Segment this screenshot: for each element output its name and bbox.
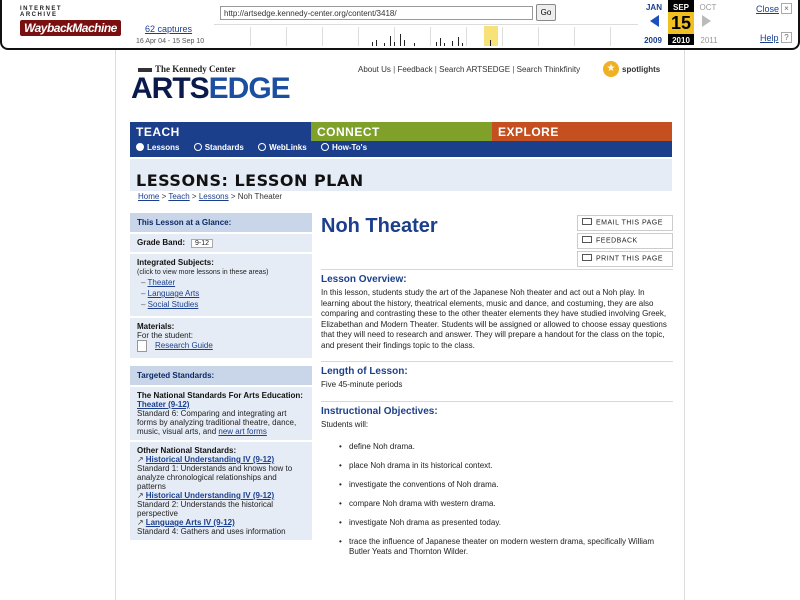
nsae-more-link[interactable]: new art forms xyxy=(218,427,267,436)
capture-date-range: 16 Apr 04 - 15 Sep 10 xyxy=(136,38,205,45)
wayback-logo[interactable] xyxy=(20,6,117,38)
spotlights-link[interactable] xyxy=(603,61,660,79)
breadcrumb-home[interactable]: Home xyxy=(138,192,160,201)
subnav-howtos[interactable] xyxy=(321,143,367,152)
main-content xyxy=(321,213,673,566)
nsae-box xyxy=(130,385,312,440)
page-container xyxy=(115,50,685,600)
top-links: About Us | Feedback | Search ARTSEDGE | Search Thinkfinity xyxy=(358,65,581,74)
sub-nav xyxy=(130,141,672,157)
radio-dot-icon xyxy=(321,143,329,151)
artsedge-logo[interactable] xyxy=(131,72,290,106)
breadcrumb: Home > Teach > Lessons > Noh Theater xyxy=(138,192,283,201)
day-current: 15 xyxy=(668,12,694,34)
feedback-button[interactable] xyxy=(577,233,673,249)
external-link-icon: ↗ xyxy=(137,518,144,527)
external-link-icon: ↗ xyxy=(137,491,144,500)
other-standard-link[interactable]: Historical Understanding IV (9-12) xyxy=(145,455,275,464)
materials-heading: Materials: xyxy=(137,322,175,331)
objectives-list xyxy=(321,442,673,557)
subject-theater-link[interactable]: Theater xyxy=(147,278,176,287)
year-current: 2010 xyxy=(672,36,690,45)
page-actions xyxy=(577,215,673,269)
wayback-machine-label: WaybackMachine xyxy=(20,20,121,36)
feedback-link[interactable]: Feedback xyxy=(397,65,433,74)
capture-sparkline[interactable] xyxy=(214,24,638,46)
research-guide-link[interactable]: Research Guide xyxy=(155,341,213,351)
other-standard-link[interactable]: Language Arts IV (9-12) xyxy=(145,518,235,527)
other-standard-text: Standard 4: Gathers and uses information xyxy=(137,527,286,536)
nsae-theater-link[interactable]: Theater (9-12) xyxy=(137,400,190,409)
tab-teach[interactable]: TEACH xyxy=(130,122,311,141)
logo-arts: ARTS xyxy=(131,72,209,105)
radio-dot-icon xyxy=(194,143,202,151)
section-title: LESSONS: LESSON PLAN xyxy=(136,171,364,190)
month-next: OCT xyxy=(699,3,717,12)
close-link[interactable]: Close xyxy=(756,4,780,14)
subnav-lessons[interactable] xyxy=(136,143,179,152)
subnav-standards[interactable] xyxy=(194,143,244,152)
close-icon[interactable]: × xyxy=(781,3,792,14)
length-heading: Length of Lesson: xyxy=(321,361,673,377)
feedback-label: FEEDBACK xyxy=(596,237,638,245)
spotlight-star-icon: ★ xyxy=(603,61,619,77)
subnav-lessons-label: Lessons xyxy=(147,143,180,152)
other-standard-text: Standard 2: Understands the historical perspective xyxy=(137,500,274,518)
document-icon xyxy=(137,340,147,352)
list-item: • compare Noh drama with western drama. xyxy=(339,499,673,509)
list-item xyxy=(141,300,305,309)
list-item: • investigate the conventions of Noh drama. xyxy=(339,480,673,490)
go-button[interactable]: Go xyxy=(536,4,556,21)
other-standards-heading: Other National Standards: xyxy=(137,446,237,455)
logo-edge: EDGE xyxy=(208,72,290,105)
other-standard-link[interactable]: Historical Understanding IV (9-12) xyxy=(145,491,275,500)
radio-dot-icon xyxy=(136,143,144,151)
printer-icon xyxy=(582,254,592,261)
wayback-url-input[interactable] xyxy=(220,6,533,20)
subjects-note: (click to view more lessons in these areas) xyxy=(137,269,269,276)
overview-text: In this lesson, students study the art of the Japanese Noh theater and act out a Noh play. In learning about the history, theatrical elements, music and dance, and costuming, they are also comparing and contrasting these to the other theater elements they have studied involving Greek, Elizabethan and Modern Theater. Students will be assigned or allowed to choose essay questions that they will need to research and answer. They will prepare a handout for the class on the topic, and present their findings topic to the class. xyxy=(321,288,667,350)
print-page-button[interactable] xyxy=(577,251,673,267)
spotlights-label: spotlights xyxy=(622,64,661,74)
standards-heading: Targeted Standards: xyxy=(130,366,312,385)
email-page-button[interactable] xyxy=(577,215,673,231)
external-link-icon: ↗ xyxy=(137,455,144,464)
month-current: SEP xyxy=(668,0,694,45)
objectives-heading: Instructional Objectives: xyxy=(321,401,673,417)
subnav-howtos-label: How-To's xyxy=(331,143,368,152)
wayback-toolbar xyxy=(0,0,800,50)
search-thinkfinity-link[interactable]: Search Thinkfinity xyxy=(516,65,581,74)
grade-band-value: 9-12 xyxy=(191,239,213,248)
breadcrumb-lessons[interactable]: Lessons xyxy=(198,192,229,201)
radio-dot-icon xyxy=(258,143,266,151)
subnav-weblinks-label: WebLinks xyxy=(269,143,307,152)
length-text: Five 45-minute periods xyxy=(321,380,403,389)
subject-social-studies-link[interactable]: Social Studies xyxy=(147,300,199,309)
subnav-standards-label: Standards xyxy=(204,143,244,152)
kennedy-center-label: The Kennedy Center xyxy=(138,64,236,74)
materials-for: For the student: xyxy=(137,331,194,340)
nsae-heading: The National Standards For Arts Education: xyxy=(137,391,303,400)
year-next: 2011 xyxy=(700,36,718,45)
subjects-list xyxy=(141,278,305,309)
grade-band-box xyxy=(130,232,312,252)
list-item xyxy=(141,278,305,287)
grade-band-label: Grade Band: xyxy=(137,238,186,247)
next-capture-arrow-icon xyxy=(702,15,711,27)
month-prev[interactable]: JAN xyxy=(645,3,662,12)
list-item xyxy=(141,289,305,298)
about-us-link[interactable]: About Us xyxy=(358,65,391,74)
objectives-intro: Students will: xyxy=(321,419,369,429)
list-item: • place Noh drama in its historical context. xyxy=(339,461,673,471)
captures-link[interactable]: 62 captures xyxy=(145,24,193,34)
tab-connect[interactable]: CONNECT xyxy=(311,122,492,141)
list-item: • define Noh drama. xyxy=(339,442,673,452)
materials-box xyxy=(130,316,312,358)
email-page-label: EMAIL THIS PAGE xyxy=(596,219,663,227)
envelope-icon xyxy=(582,218,592,225)
lesson-title: Noh Theater xyxy=(321,215,438,237)
list-item: • trace the influence of Japanese theater on modern western drama, specifically William Butler Yeats and Thornton Wilder. xyxy=(339,537,673,557)
tab-explore[interactable]: EXPLORE xyxy=(492,122,672,141)
pencil-icon xyxy=(582,236,592,243)
subjects-heading: Integrated Subjects: xyxy=(137,258,214,267)
help-icon[interactable]: ? xyxy=(781,32,792,43)
sidebar xyxy=(130,213,312,540)
other-standards-box xyxy=(130,440,312,540)
year-prev[interactable]: 2009 xyxy=(644,36,662,45)
subjects-box xyxy=(130,252,312,316)
overview-heading: Lesson Overview: xyxy=(321,269,673,285)
nsae-text: Standard 6: Comparing and integrating art forms by analyzing traditional theatre, dance, music, visual arts, and xyxy=(137,409,297,436)
glance-heading: This Lesson at a Glance: xyxy=(130,213,312,232)
other-standard-text: Standard 1: Understands and knows how to analyze chronological relationships and patterns xyxy=(137,464,293,491)
list-item: • investigate Noh drama as presented today. xyxy=(339,518,673,528)
internet-archive-label: INTERNET ARCHIVE xyxy=(20,6,62,18)
prev-capture-arrow-icon[interactable] xyxy=(650,15,659,27)
breadcrumb-current: Noh Theater xyxy=(237,192,283,201)
help-link[interactable]: Help xyxy=(760,33,779,43)
main-nav xyxy=(130,122,672,157)
breadcrumb-teach[interactable]: Teach xyxy=(168,192,190,201)
search-artsedge-link[interactable]: Search ARTSEDGE xyxy=(439,65,511,74)
subnav-weblinks[interactable] xyxy=(258,143,307,152)
print-page-label: PRINT THIS PAGE xyxy=(596,255,664,263)
subject-language-arts-link[interactable]: Language Arts xyxy=(147,289,200,298)
